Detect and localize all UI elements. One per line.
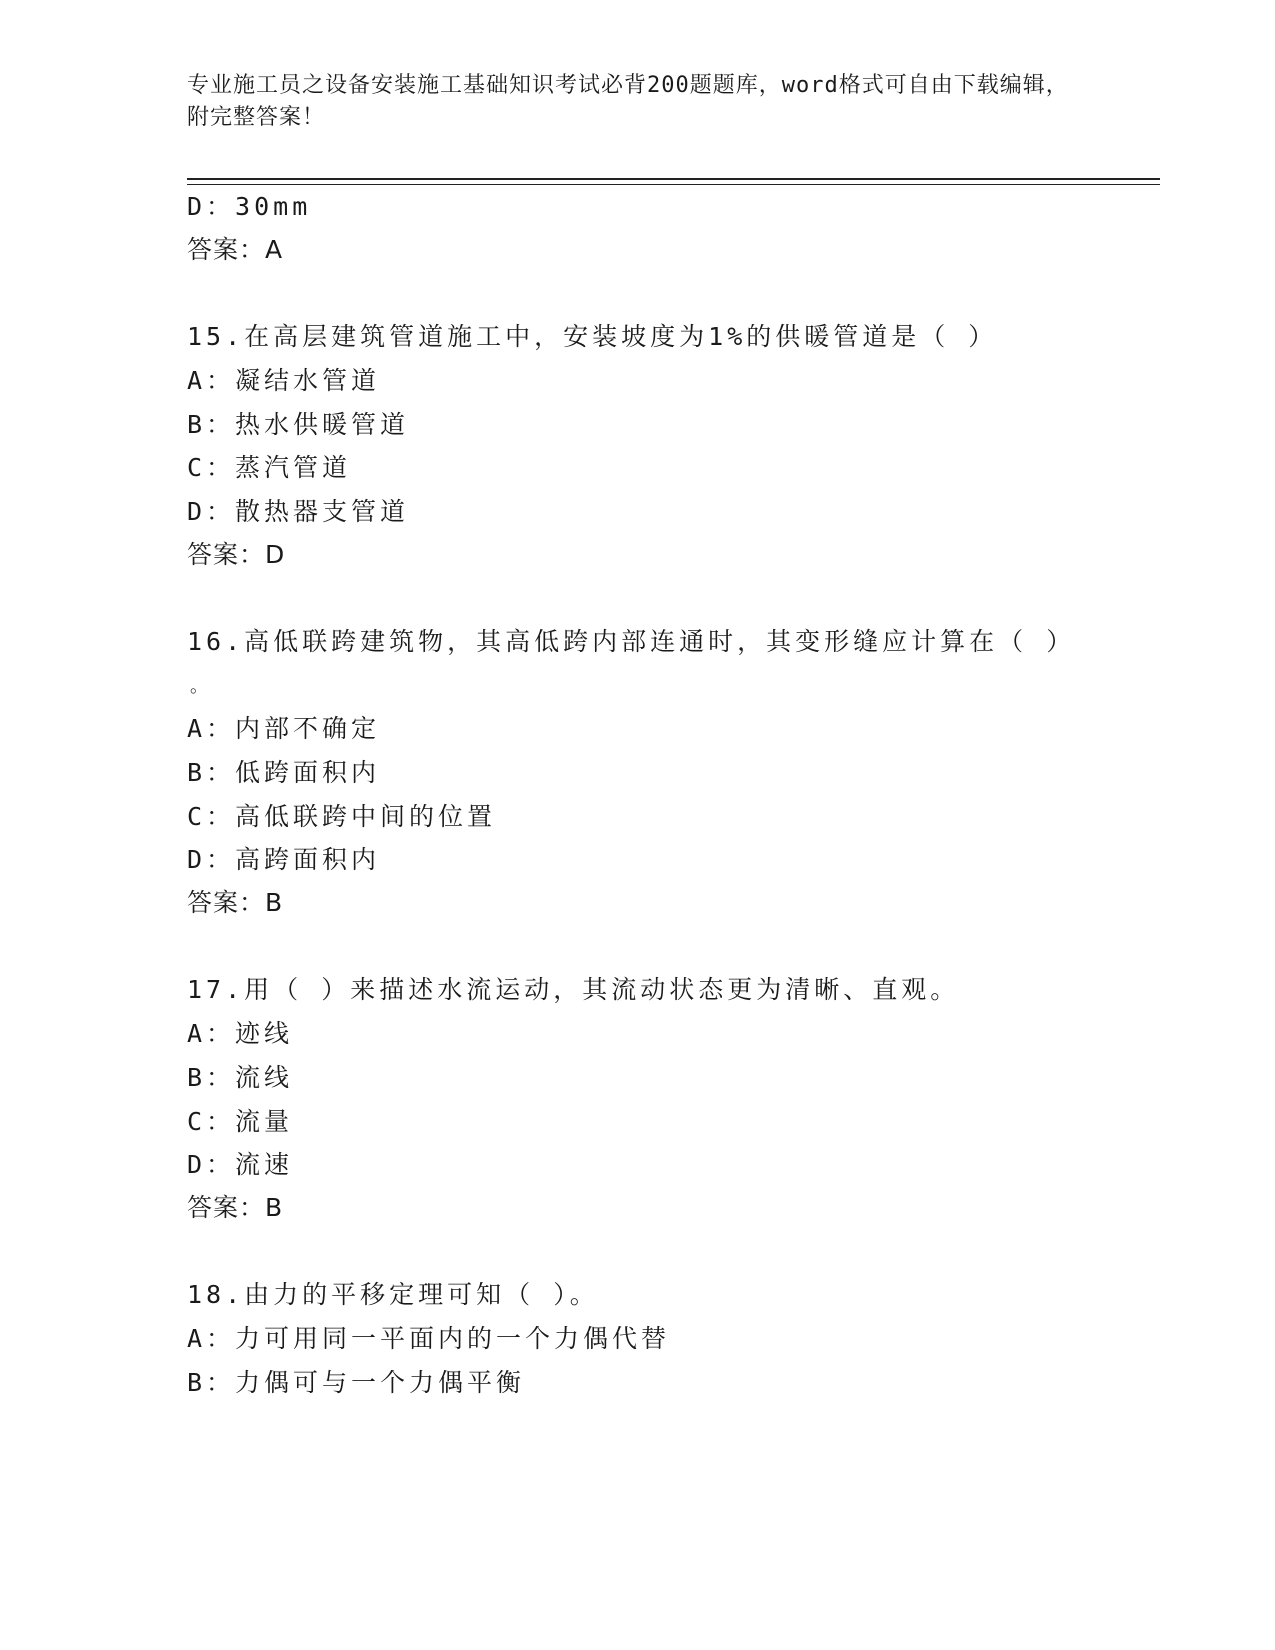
option-d: D：高跨面积内 xyxy=(187,845,381,874)
option-c: C：高低联跨中间的位置 xyxy=(187,802,497,831)
option-b: B：热水供暖管道 xyxy=(187,410,410,439)
option-c: C：流量 xyxy=(187,1107,294,1136)
option-d: D：30mm xyxy=(187,192,312,221)
question-stem-continuation: 。 xyxy=(190,676,212,697)
option-a: A：内部不确定 xyxy=(187,714,381,743)
answer: 答案：D xyxy=(187,540,286,569)
option-c: C：蒸汽管道 xyxy=(187,453,352,482)
question-stem: 18.由力的平移定理可知（ ）。 xyxy=(187,1280,599,1309)
question-stem: 15.在高层建筑管道施工中，安装坡度为1%的供暖管道是（ ） xyxy=(187,322,998,351)
question-stem: 16.高低联跨建筑物，其高低跨内部连通时，其变形缝应计算在（ ） xyxy=(187,627,1076,656)
option-b: B：低跨面积内 xyxy=(187,758,381,787)
answer: 答案：A xyxy=(187,235,284,264)
option-b: B：力偶可与一个力偶平衡 xyxy=(187,1368,526,1397)
option-a: A：力可用同一平面内的一个力偶代替 xyxy=(187,1324,671,1353)
answer: 答案：B xyxy=(187,888,284,917)
option-d: D：散热器支管道 xyxy=(187,497,410,526)
option-b: B：流线 xyxy=(187,1063,294,1092)
answer: 答案：B xyxy=(187,1193,284,1222)
option-a: A：凝结水管道 xyxy=(187,366,381,395)
question-stem: 17.用（ ）来描述水流运动，其流动状态更为清晰、直观。 xyxy=(187,975,960,1004)
document-header: 专业施工员之设备安装施工基础知识考试必背200题题库，word格式可自由下载编辑，附完整答案！ xyxy=(187,73,1069,130)
option-d: D：流速 xyxy=(187,1150,294,1179)
header-rule-thick xyxy=(187,178,1160,180)
option-a: A：迹线 xyxy=(187,1019,294,1048)
header-rule-thin xyxy=(187,184,1160,185)
